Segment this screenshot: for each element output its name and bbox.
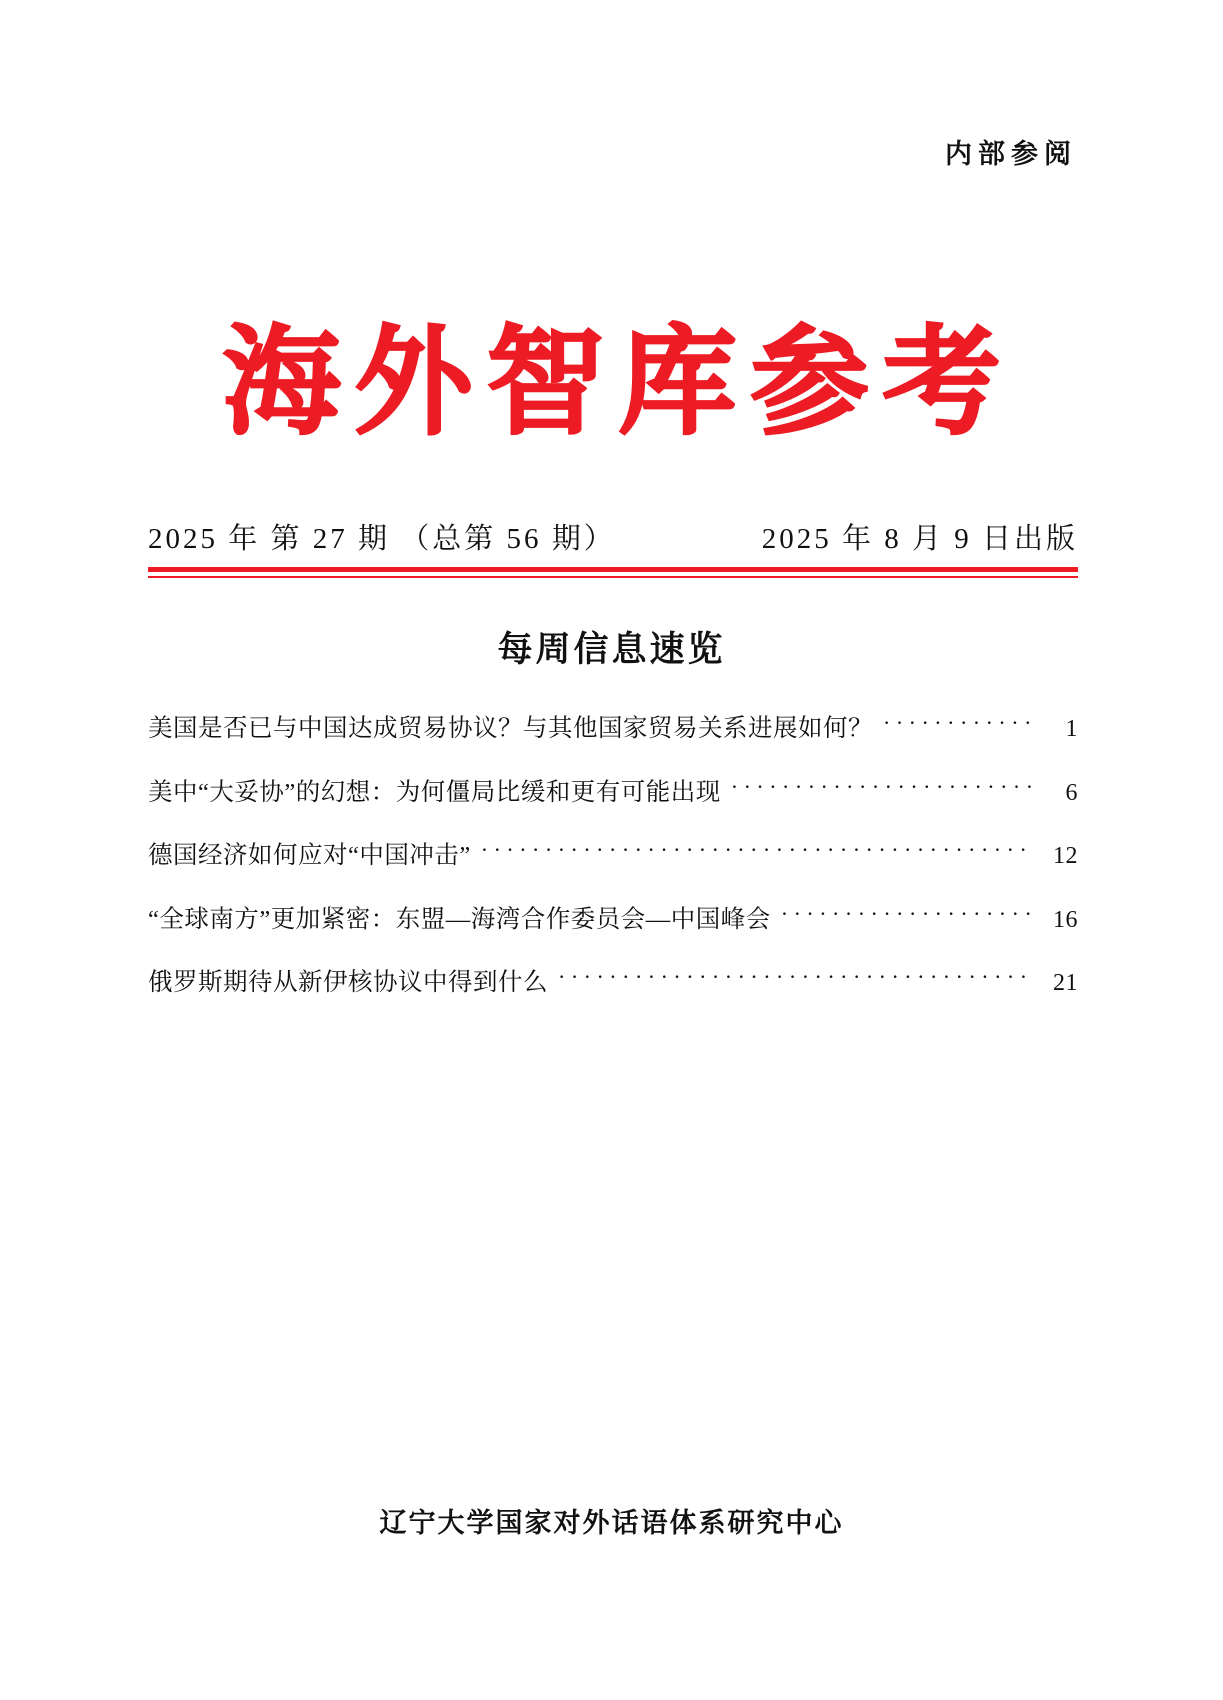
toc-leader-dots [558,966,1034,990]
toc-leader-dots [781,903,1034,927]
toc-entry[interactable] [148,712,1078,742]
toc-leader-dots [883,712,1034,736]
toc-entry[interactable] [148,903,1078,933]
toc-entry-title: 俄罗斯期待从新伊核协议中得到什么 [148,969,548,996]
header-divider [148,567,1078,578]
section-heading: 每周信息速览 [497,630,726,670]
toc-entry-page: 1 [1065,716,1078,742]
toc-entry-page: 6 [1065,779,1078,806]
table-of-contents [148,712,1078,1030]
publisher-footer: 辽宁大学国家对外话语体系研究中心 [379,1508,844,1539]
toc-entry-title: 美中“大妥协”的幻想：为何僵局比缓和更有可能出现 [148,778,721,806]
toc-leader-dots [731,776,1034,800]
publication-title: 海外智库参考 [222,312,1015,451]
issue-number: 2025 年 第 27 期 （总第 56 期） [148,523,616,555]
issue-info-line [148,516,1078,557]
divider-thin-line [148,576,1078,578]
toc-entry-title: 德国经济如何应对“中国冲击” [148,842,471,869]
toc-entry-title: “全球南方”更加紧密：东盟—海湾合作委员会—中国峰会 [148,905,771,933]
toc-entry-title: 美国是否已与中国达成贸易协议？与其他国家贸易关系进展如何？ [148,715,873,742]
toc-entry[interactable] [148,966,1078,996]
toc-entry[interactable] [148,776,1078,806]
toc-entry-page: 16 [1053,906,1078,933]
toc-leader-dots [481,839,1034,863]
classification-marker: 内部参阅 [945,139,1077,169]
toc-entry-page: 12 [1053,843,1078,869]
toc-entry-page: 21 [1053,970,1078,996]
publish-date: 2025 年 8 月 9 日出版 [761,523,1078,555]
toc-entry[interactable] [148,839,1078,869]
